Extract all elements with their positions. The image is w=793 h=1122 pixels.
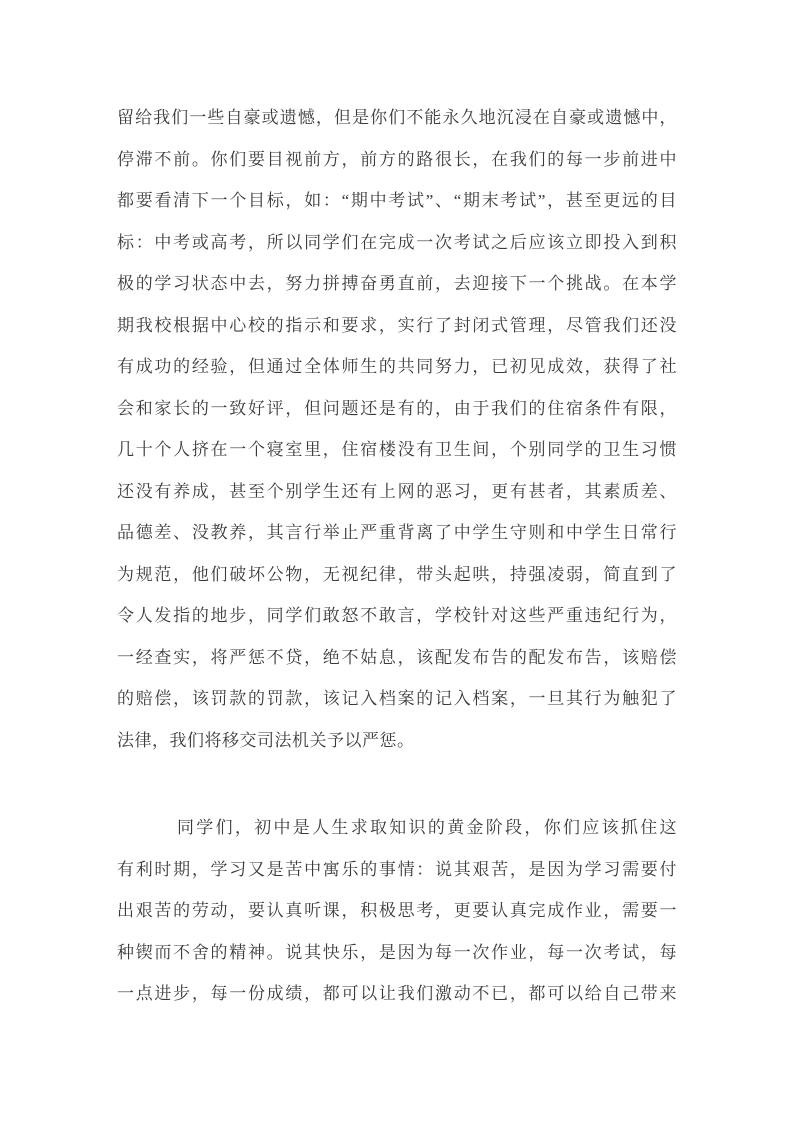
paragraph-1 — [117, 97, 677, 761]
document-text — [117, 97, 677, 1015]
text-line: 同学们，初中是人生求取知识的黄金阶段，你们应该抓住这 — [177, 818, 677, 837]
text-line: 品德差、没教养，其言行举止严重背离了中学生守则和中学生日常行 — [117, 523, 677, 542]
text-line: 的赔偿，该罚款的罚款，该记入档案的记入档案，一旦其行为触犯了 — [117, 689, 677, 708]
text-line: 都要看清下一个目标，如：“期中考试”、“期末考试”，甚至更远的目 — [117, 191, 677, 210]
text-line: 标：中考或高考，所以同学们在完成一次考试之后应该立即投入到积 — [117, 232, 677, 252]
text-line: 一点进步，每一份成绩，都可以让我们激动不已，都可以给自己带来 — [117, 984, 677, 1003]
text-line: 为规范，他们破坏公物，无视纪律，带头起哄，持强凌弱，简直到了 — [117, 564, 677, 584]
text-line: 令人发指的地步，同学们敢怒不敢言，学校针对这些严重违纪行为， — [117, 606, 677, 625]
text-line: 一经查实，将严惩不贷，绝不姑息，该配发布告的配发布告，该赔偿 — [117, 647, 677, 667]
text-line: 有利时期，学习又是苦中寓乐的事情：说其艰苦，是因为学习需要付 — [117, 859, 677, 879]
text-line: 留给我们一些自豪或遗憾，但是你们不能永久地沉浸在自豪或遗憾中， — [117, 108, 677, 127]
text-line: 期我校根据中心校的指示和要求，实行了封闭式管理，尽管我们还没 — [117, 315, 677, 335]
text-line: 停滞不前。你们要目视前方，前方的路很长，在我们的每一步前进中 — [117, 149, 677, 169]
text-line: 有成功的经验，但通过全体师生的共同努力，已初见成效，获得了社 — [117, 357, 677, 376]
text-line: 极的学习状态中去，努力拼搏奋勇直前，去迎接下一个挑战。在本学 — [117, 274, 677, 293]
text-line: 种锲而不舍的精神。说其快乐，是因为每一次作业，每一次考试，每 — [117, 942, 677, 962]
text-line: 还没有养成，甚至个别学生还有上网的恶习，更有甚者，其素质差、 — [117, 481, 677, 501]
paragraph-2 — [117, 807, 677, 1015]
text-line: 几十个人挤在一个寝室里，住宿楼没有卫生间，个别同学的卫生习惯 — [117, 440, 677, 459]
text-line: 出艰苦的劳动，要认真听课，积极思考，更要认真完成作业，需要一 — [117, 901, 677, 920]
text-line: 会和家长的一致好评，但问题还是有的，由于我们的住宿条件有限， — [117, 398, 677, 418]
text-line: 法律，我们将移交司法机关予以严惩。 — [117, 730, 415, 750]
